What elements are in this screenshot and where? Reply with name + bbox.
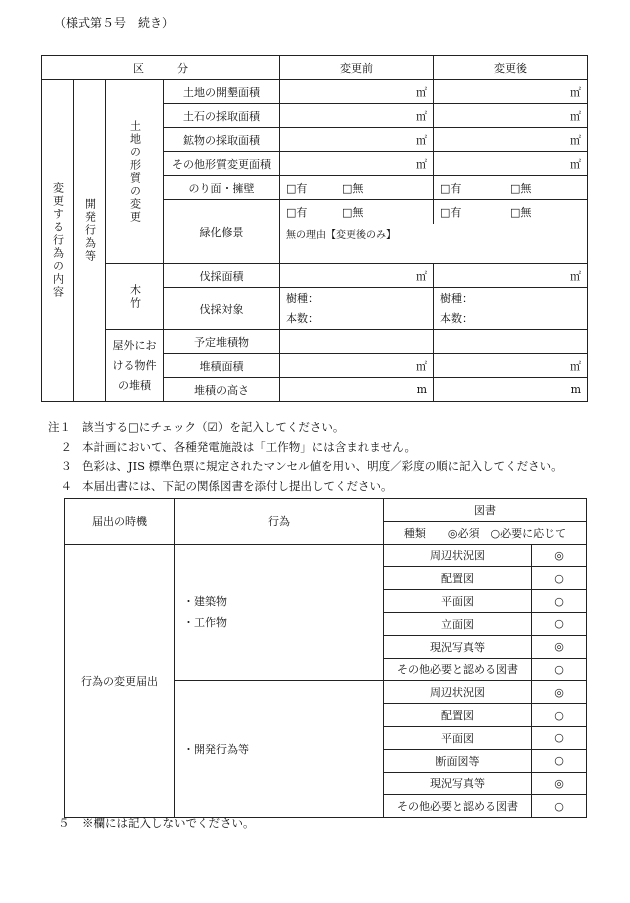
- greening-before: [280, 200, 434, 224]
- greening-after-no[interactable]: □無: [510, 205, 532, 219]
- slope-after-yes[interactable]: □有: [440, 181, 462, 195]
- row-planned-item: 予定堆積物: [164, 330, 280, 354]
- doc-name: 現況写真等: [384, 772, 532, 795]
- felling-target-after[interactable]: [434, 288, 588, 330]
- act2-development: ・開発行為等: [175, 681, 384, 818]
- felling-target-before[interactable]: [280, 288, 434, 330]
- note1-text: 該当する□にチェック（☑）を記入してください。: [82, 420, 345, 434]
- doc-name: 平面図: [384, 590, 532, 613]
- cat-outdoor: 屋外における物件の堆積: [106, 330, 164, 402]
- greening-after-yes[interactable]: □有: [440, 205, 462, 219]
- pile-height-before[interactable]: m: [280, 378, 434, 402]
- subgroup-label: 開発行為等: [83, 198, 97, 263]
- row-pile-height: 堆積の高さ: [164, 378, 280, 402]
- subgroup-label-cell: [74, 80, 106, 402]
- row-felling-target: 伐採対象: [164, 288, 280, 330]
- land-area-after[interactable]: ㎡: [434, 80, 588, 104]
- note1-key: 注１: [48, 420, 71, 434]
- pile-height-after[interactable]: m: [434, 378, 588, 402]
- h-docs: 図書: [384, 499, 587, 522]
- doc-mark: ○: [532, 658, 587, 681]
- slope-before: [280, 176, 434, 200]
- note5-key: ５: [58, 816, 70, 830]
- h-act: 行為: [175, 499, 384, 545]
- doc-name: 配置図: [384, 704, 532, 727]
- species-before: 樹種：: [286, 291, 319, 305]
- row-felling-area: 伐採面積: [164, 264, 280, 288]
- h-kind: 種類 ◎必須 ○必要に応じて: [384, 521, 587, 544]
- doc-name: 周辺状況図: [384, 681, 532, 704]
- row-land-area: 土地の開墾面積: [164, 80, 280, 104]
- row-pile-area: 堆積面積: [164, 354, 280, 378]
- mineral-area-before[interactable]: ㎡: [280, 128, 434, 152]
- row-slope: のり面・擁壁: [164, 176, 280, 200]
- doc-mark: ○: [532, 567, 587, 590]
- act1-structure: ・工作物: [183, 616, 227, 630]
- doc-mark: ◎: [532, 681, 587, 704]
- greening-before-yes[interactable]: □有: [286, 205, 308, 219]
- slope-before-yes[interactable]: □有: [286, 181, 308, 195]
- pile-area-after[interactable]: ㎡: [434, 354, 588, 378]
- doc-name: その他必要と認める図書: [384, 795, 532, 818]
- cat-trees-cell: [106, 264, 164, 330]
- doc-mark: ○: [532, 612, 587, 635]
- doc-mark: ○: [532, 726, 587, 749]
- row-mineral-area: 鉱物の採取面積: [164, 128, 280, 152]
- note5: [58, 815, 255, 831]
- pile-area-before[interactable]: ㎡: [280, 354, 434, 378]
- act-group1: [175, 544, 384, 681]
- group-label: 変更する行為の内容: [51, 182, 65, 299]
- doc-mark: ○: [532, 749, 587, 772]
- no-reason-label: 無の理由【変更後のみ】: [286, 229, 396, 241]
- cat-trees: 木竹: [128, 283, 142, 310]
- doc-mark: ○: [532, 590, 587, 613]
- doc-name: 立面図: [384, 612, 532, 635]
- form-header: （様式第５号 続き）: [54, 16, 175, 30]
- row-soil-area: 土石の採取面積: [164, 104, 280, 128]
- note2-text: 本計画において、各種発電施設は「工作物」には含まれません。: [82, 439, 416, 454]
- doc-name: 断面図等: [384, 749, 532, 772]
- doc-mark: ◎: [532, 772, 587, 795]
- notes: [48, 418, 563, 496]
- act1-building: ・建築物: [183, 595, 227, 609]
- col-before: 変更前: [280, 56, 434, 80]
- greening-after: [434, 200, 588, 224]
- felling-area-after[interactable]: ㎡: [434, 264, 588, 288]
- planned-item-before[interactable]: [280, 330, 434, 354]
- soil-area-after[interactable]: ㎡: [434, 104, 588, 128]
- cat-land-cell: [106, 80, 164, 264]
- doc-mark: ◎: [532, 544, 587, 567]
- count-before: 本数：: [286, 311, 319, 325]
- felling-area-before[interactable]: ㎡: [280, 264, 434, 288]
- slope-after: [434, 176, 588, 200]
- doc-name: 周辺状況図: [384, 544, 532, 567]
- note2-key: ２: [60, 439, 72, 454]
- doc-name: 配置図: [384, 567, 532, 590]
- doc-mark: ○: [532, 795, 587, 818]
- row-other-area: その他形質変更面積: [164, 152, 280, 176]
- slope-before-no[interactable]: □無: [342, 181, 364, 195]
- planned-item-after[interactable]: [434, 330, 588, 354]
- no-reason-cell[interactable]: [280, 224, 588, 264]
- col-after: 変更後: [434, 56, 588, 80]
- note5-text: ※欄には記入しないでください。: [82, 816, 255, 830]
- other-area-before[interactable]: ㎡: [280, 152, 434, 176]
- cat-land: 土地の形質の変更: [128, 119, 142, 224]
- group-label-cell: [42, 80, 74, 402]
- doc-name: その他必要と認める図書: [384, 658, 532, 681]
- note3-key: ３: [60, 459, 72, 473]
- slope-after-no[interactable]: □無: [510, 181, 532, 195]
- col-kubun: 区 分: [42, 56, 280, 80]
- greening-before-no[interactable]: □無: [342, 205, 364, 219]
- count-after: 本数：: [440, 311, 473, 325]
- doc-name: 平面図: [384, 726, 532, 749]
- note4-text: 本届出書には、下記の関係図書を添付し提出してください。: [82, 478, 393, 493]
- row-greening: 緑化修景: [164, 200, 280, 264]
- change-content-table: [41, 55, 588, 402]
- mineral-area-after[interactable]: ㎡: [434, 128, 588, 152]
- other-area-after[interactable]: ㎡: [434, 152, 588, 176]
- doc-mark: ○: [532, 704, 587, 727]
- land-area-before[interactable]: ㎡: [280, 80, 434, 104]
- note3-text: 色彩は、JIS 標準色票に規定されたマンセル値を用い、明度／彩度の順に記入してください。: [82, 459, 563, 473]
- h-timing: 届出の時機: [65, 499, 175, 545]
- species-after: 樹種：: [440, 291, 473, 305]
- doc-mark: ◎: [532, 635, 587, 658]
- timing: 行為の変更届出: [65, 544, 175, 818]
- doc-name: 現況写真等: [384, 635, 532, 658]
- note4-key: ４: [60, 478, 72, 493]
- documents-table: [64, 498, 587, 818]
- soil-area-before[interactable]: ㎡: [280, 104, 434, 128]
